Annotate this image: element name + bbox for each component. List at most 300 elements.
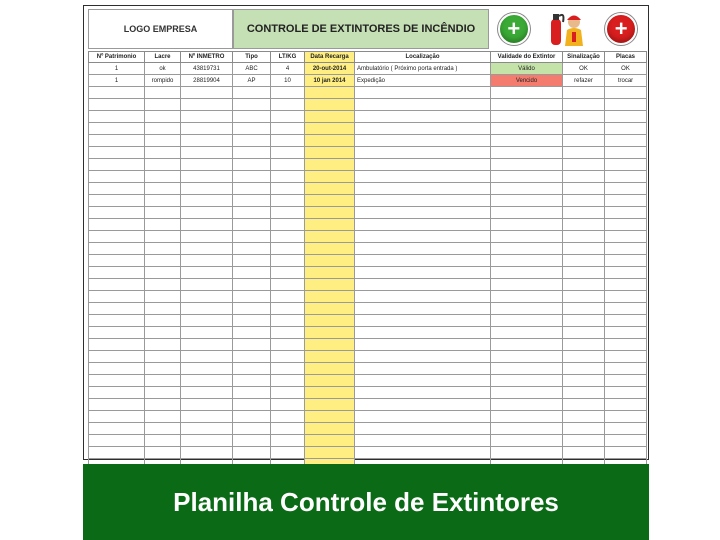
empty-cell[interactable] [181, 315, 233, 327]
empty-cell[interactable] [145, 267, 181, 279]
empty-cell[interactable] [89, 375, 145, 387]
empty-cell[interactable] [305, 183, 355, 195]
column-header[interactable]: Tipo [233, 52, 271, 63]
empty-cell[interactable] [181, 423, 233, 435]
empty-cell[interactable] [89, 387, 145, 399]
empty-cell[interactable] [305, 87, 355, 99]
empty-cell[interactable] [491, 447, 563, 459]
cell-sinalizacao[interactable]: refazer [563, 75, 605, 87]
empty-cell[interactable] [271, 399, 305, 411]
column-header[interactable]: Data Recarga [305, 52, 355, 63]
empty-cell[interactable] [271, 267, 305, 279]
empty-cell[interactable] [605, 111, 647, 123]
empty-cell[interactable] [491, 207, 563, 219]
empty-cell[interactable] [491, 171, 563, 183]
empty-cell[interactable] [563, 207, 605, 219]
cell-placas[interactable]: OK [605, 63, 647, 75]
empty-cell[interactable] [491, 339, 563, 351]
empty-cell[interactable] [563, 147, 605, 159]
empty-cell[interactable] [89, 147, 145, 159]
empty-cell[interactable] [305, 339, 355, 351]
empty-cell[interactable] [89, 255, 145, 267]
empty-cell[interactable] [233, 291, 271, 303]
empty-cell[interactable] [305, 135, 355, 147]
empty-cell[interactable] [145, 387, 181, 399]
empty-cell[interactable] [563, 303, 605, 315]
empty-cell[interactable] [605, 363, 647, 375]
empty-cell[interactable] [89, 219, 145, 231]
cell-data-recarga[interactable]: 10 jan 2014 [305, 75, 355, 87]
empty-cell[interactable] [491, 111, 563, 123]
empty-cell[interactable] [563, 243, 605, 255]
empty-cell[interactable] [563, 159, 605, 171]
empty-cell[interactable] [491, 99, 563, 111]
empty-cell[interactable] [89, 399, 145, 411]
empty-cell[interactable] [491, 159, 563, 171]
empty-cell[interactable] [89, 135, 145, 147]
empty-cell[interactable] [355, 255, 491, 267]
empty-cell[interactable] [605, 399, 647, 411]
empty-cell[interactable] [145, 99, 181, 111]
empty-cell[interactable] [305, 255, 355, 267]
empty-cell[interactable] [181, 339, 233, 351]
empty-cell[interactable] [271, 291, 305, 303]
empty-cell[interactable] [491, 183, 563, 195]
empty-cell[interactable] [145, 231, 181, 243]
empty-cell[interactable] [233, 171, 271, 183]
empty-cell[interactable] [305, 195, 355, 207]
empty-cell[interactable] [271, 387, 305, 399]
empty-cell[interactable] [181, 327, 233, 339]
empty-cell[interactable] [605, 231, 647, 243]
empty-cell[interactable] [491, 303, 563, 315]
empty-cell[interactable] [491, 411, 563, 423]
empty-cell[interactable] [89, 351, 145, 363]
empty-cell[interactable] [145, 147, 181, 159]
empty-cell[interactable] [271, 303, 305, 315]
empty-cell[interactable] [563, 87, 605, 99]
empty-cell[interactable] [271, 147, 305, 159]
empty-cell[interactable] [491, 231, 563, 243]
empty-cell[interactable] [305, 363, 355, 375]
empty-cell[interactable] [233, 183, 271, 195]
empty-cell[interactable] [355, 423, 491, 435]
empty-cell[interactable] [305, 327, 355, 339]
cell-data-recarga[interactable]: 20-out-2014 [305, 63, 355, 75]
empty-cell[interactable] [89, 231, 145, 243]
empty-cell[interactable] [491, 363, 563, 375]
empty-cell[interactable] [605, 135, 647, 147]
empty-cell[interactable] [271, 159, 305, 171]
empty-cell[interactable] [89, 423, 145, 435]
empty-cell[interactable] [145, 135, 181, 147]
column-header[interactable]: Validade do Extintor [491, 52, 563, 63]
empty-cell[interactable] [271, 411, 305, 423]
empty-cell[interactable] [233, 303, 271, 315]
empty-cell[interactable] [89, 435, 145, 447]
empty-cell[interactable] [355, 231, 491, 243]
empty-cell[interactable] [305, 171, 355, 183]
empty-cell[interactable] [145, 339, 181, 351]
empty-cell[interactable] [605, 123, 647, 135]
empty-cell[interactable] [355, 243, 491, 255]
empty-cell[interactable] [271, 363, 305, 375]
empty-cell[interactable] [271, 435, 305, 447]
empty-cell[interactable] [563, 231, 605, 243]
empty-cell[interactable] [491, 291, 563, 303]
empty-cell[interactable] [145, 219, 181, 231]
empty-cell[interactable] [355, 219, 491, 231]
empty-cell[interactable] [233, 279, 271, 291]
empty-cell[interactable] [605, 99, 647, 111]
empty-cell[interactable] [491, 327, 563, 339]
empty-cell[interactable] [605, 219, 647, 231]
empty-cell[interactable] [605, 87, 647, 99]
empty-cell[interactable] [563, 363, 605, 375]
empty-cell[interactable] [271, 315, 305, 327]
empty-cell[interactable] [491, 435, 563, 447]
empty-cell[interactable] [233, 87, 271, 99]
empty-cell[interactable] [305, 447, 355, 459]
empty-cell[interactable] [491, 423, 563, 435]
empty-cell[interactable] [563, 423, 605, 435]
empty-cell[interactable] [563, 195, 605, 207]
empty-cell[interactable] [181, 231, 233, 243]
empty-cell[interactable] [145, 195, 181, 207]
empty-cell[interactable] [491, 279, 563, 291]
empty-cell[interactable] [89, 195, 145, 207]
empty-cell[interactable] [355, 363, 491, 375]
empty-cell[interactable] [305, 123, 355, 135]
empty-cell[interactable] [181, 291, 233, 303]
empty-cell[interactable] [605, 351, 647, 363]
empty-cell[interactable] [563, 315, 605, 327]
empty-cell[interactable] [355, 327, 491, 339]
empty-cell[interactable] [305, 387, 355, 399]
empty-cell[interactable] [491, 123, 563, 135]
empty-cell[interactable] [145, 303, 181, 315]
empty-cell[interactable] [563, 279, 605, 291]
empty-cell[interactable] [181, 255, 233, 267]
empty-cell[interactable] [355, 279, 491, 291]
empty-cell[interactable] [271, 183, 305, 195]
empty-cell[interactable] [181, 183, 233, 195]
cell-patrimonio[interactable]: 1 [89, 75, 145, 87]
empty-cell[interactable] [89, 267, 145, 279]
empty-cell[interactable] [355, 411, 491, 423]
empty-cell[interactable] [355, 399, 491, 411]
empty-cell[interactable] [145, 291, 181, 303]
empty-cell[interactable] [233, 411, 271, 423]
empty-cell[interactable] [181, 219, 233, 231]
column-header[interactable]: Sinalização [563, 52, 605, 63]
empty-cell[interactable] [605, 291, 647, 303]
empty-cell[interactable] [145, 327, 181, 339]
empty-cell[interactable] [563, 399, 605, 411]
empty-cell[interactable] [271, 423, 305, 435]
empty-cell[interactable] [605, 183, 647, 195]
empty-cell[interactable] [89, 171, 145, 183]
empty-cell[interactable] [491, 351, 563, 363]
empty-cell[interactable] [145, 435, 181, 447]
empty-cell[interactable] [89, 159, 145, 171]
column-header[interactable]: Lacre [145, 52, 181, 63]
empty-cell[interactable] [233, 243, 271, 255]
empty-cell[interactable] [145, 207, 181, 219]
empty-cell[interactable] [271, 123, 305, 135]
empty-cell[interactable] [89, 87, 145, 99]
empty-cell[interactable] [563, 171, 605, 183]
empty-cell[interactable] [271, 279, 305, 291]
empty-cell[interactable] [271, 231, 305, 243]
empty-cell[interactable] [145, 363, 181, 375]
empty-cell[interactable] [605, 303, 647, 315]
empty-cell[interactable] [355, 87, 491, 99]
empty-cell[interactable] [181, 351, 233, 363]
empty-cell[interactable] [563, 351, 605, 363]
empty-cell[interactable] [89, 243, 145, 255]
empty-cell[interactable] [355, 387, 491, 399]
empty-cell[interactable] [181, 363, 233, 375]
empty-cell[interactable] [605, 171, 647, 183]
empty-cell[interactable] [305, 99, 355, 111]
empty-cell[interactable] [305, 291, 355, 303]
empty-cell[interactable] [89, 291, 145, 303]
empty-cell[interactable] [305, 111, 355, 123]
empty-cell[interactable] [305, 267, 355, 279]
empty-cell[interactable] [355, 183, 491, 195]
cell-validade[interactable]: Válido [491, 63, 563, 75]
empty-cell[interactable] [355, 99, 491, 111]
empty-cell[interactable] [89, 123, 145, 135]
cell-inmetro[interactable]: 43819731 [181, 63, 233, 75]
empty-cell[interactable] [89, 315, 145, 327]
empty-cell[interactable] [181, 411, 233, 423]
empty-cell[interactable] [271, 171, 305, 183]
empty-cell[interactable] [563, 387, 605, 399]
empty-cell[interactable] [491, 375, 563, 387]
empty-cell[interactable] [605, 255, 647, 267]
empty-cell[interactable] [181, 171, 233, 183]
empty-cell[interactable] [563, 327, 605, 339]
cell-placas[interactable]: trocar [605, 75, 647, 87]
empty-cell[interactable] [89, 447, 145, 459]
empty-cell[interactable] [233, 123, 271, 135]
empty-cell[interactable] [605, 327, 647, 339]
empty-cell[interactable] [181, 99, 233, 111]
empty-cell[interactable] [233, 159, 271, 171]
empty-cell[interactable] [563, 135, 605, 147]
empty-cell[interactable] [89, 111, 145, 123]
column-header[interactable]: Placas [605, 52, 647, 63]
empty-cell[interactable] [605, 159, 647, 171]
empty-cell[interactable] [491, 195, 563, 207]
empty-cell[interactable] [355, 447, 491, 459]
empty-cell[interactable] [271, 447, 305, 459]
empty-cell[interactable] [305, 435, 355, 447]
empty-cell[interactable] [563, 99, 605, 111]
empty-cell[interactable] [491, 243, 563, 255]
empty-cell[interactable] [563, 183, 605, 195]
empty-cell[interactable] [181, 207, 233, 219]
empty-cell[interactable] [145, 279, 181, 291]
empty-cell[interactable] [355, 339, 491, 351]
empty-cell[interactable] [491, 255, 563, 267]
empty-cell[interactable] [605, 195, 647, 207]
empty-cell[interactable] [491, 267, 563, 279]
empty-cell[interactable] [145, 171, 181, 183]
empty-cell[interactable] [305, 423, 355, 435]
empty-cell[interactable] [181, 447, 233, 459]
empty-cell[interactable] [181, 135, 233, 147]
empty-cell[interactable] [305, 315, 355, 327]
empty-cell[interactable] [491, 135, 563, 147]
empty-cell[interactable] [233, 111, 271, 123]
cell-tipo[interactable]: ABC [233, 63, 271, 75]
empty-cell[interactable] [181, 195, 233, 207]
empty-cell[interactable] [305, 399, 355, 411]
empty-cell[interactable] [89, 99, 145, 111]
column-header[interactable]: Localização [355, 52, 491, 63]
empty-cell[interactable] [89, 279, 145, 291]
empty-cell[interactable] [305, 207, 355, 219]
empty-cell[interactable] [181, 111, 233, 123]
empty-cell[interactable] [605, 423, 647, 435]
empty-cell[interactable] [145, 183, 181, 195]
cell-sinalizacao[interactable]: OK [563, 63, 605, 75]
empty-cell[interactable] [305, 303, 355, 315]
empty-cell[interactable] [271, 375, 305, 387]
empty-cell[interactable] [181, 303, 233, 315]
empty-cell[interactable] [181, 243, 233, 255]
empty-cell[interactable] [491, 219, 563, 231]
empty-cell[interactable] [233, 375, 271, 387]
cell-validade[interactable]: Vencido [491, 75, 563, 87]
empty-cell[interactable] [89, 363, 145, 375]
empty-cell[interactable] [145, 159, 181, 171]
empty-cell[interactable] [181, 279, 233, 291]
empty-cell[interactable] [89, 303, 145, 315]
empty-cell[interactable] [605, 147, 647, 159]
empty-cell[interactable] [271, 351, 305, 363]
cell-tipo[interactable]: AP [233, 75, 271, 87]
empty-cell[interactable] [233, 255, 271, 267]
empty-cell[interactable] [563, 219, 605, 231]
empty-cell[interactable] [181, 123, 233, 135]
empty-cell[interactable] [181, 267, 233, 279]
empty-cell[interactable] [605, 315, 647, 327]
empty-cell[interactable] [563, 291, 605, 303]
empty-cell[interactable] [89, 183, 145, 195]
empty-cell[interactable] [271, 87, 305, 99]
empty-cell[interactable] [233, 339, 271, 351]
empty-cell[interactable] [355, 171, 491, 183]
empty-cell[interactable] [491, 387, 563, 399]
empty-cell[interactable] [355, 111, 491, 123]
empty-cell[interactable] [563, 267, 605, 279]
empty-cell[interactable] [355, 195, 491, 207]
empty-cell[interactable] [145, 123, 181, 135]
empty-cell[interactable] [89, 339, 145, 351]
column-header[interactable]: Nº INMETRO [181, 52, 233, 63]
empty-cell[interactable] [233, 447, 271, 459]
empty-cell[interactable] [605, 267, 647, 279]
empty-cell[interactable] [563, 411, 605, 423]
empty-cell[interactable] [271, 135, 305, 147]
empty-cell[interactable] [233, 135, 271, 147]
empty-cell[interactable] [271, 195, 305, 207]
empty-cell[interactable] [271, 219, 305, 231]
column-header[interactable]: LT/KG [271, 52, 305, 63]
empty-cell[interactable] [145, 87, 181, 99]
empty-cell[interactable] [605, 207, 647, 219]
empty-cell[interactable] [563, 435, 605, 447]
empty-cell[interactable] [89, 411, 145, 423]
empty-cell[interactable] [89, 327, 145, 339]
empty-cell[interactable] [491, 87, 563, 99]
cell-inmetro[interactable]: 28819904 [181, 75, 233, 87]
empty-cell[interactable] [305, 159, 355, 171]
empty-cell[interactable] [355, 207, 491, 219]
empty-cell[interactable] [355, 159, 491, 171]
empty-cell[interactable] [181, 159, 233, 171]
empty-cell[interactable] [145, 411, 181, 423]
empty-cell[interactable] [233, 435, 271, 447]
empty-cell[interactable] [271, 327, 305, 339]
empty-cell[interactable] [305, 219, 355, 231]
empty-cell[interactable] [563, 339, 605, 351]
empty-cell[interactable] [563, 123, 605, 135]
empty-cell[interactable] [355, 123, 491, 135]
empty-cell[interactable] [181, 87, 233, 99]
empty-cell[interactable] [605, 435, 647, 447]
empty-cell[interactable] [145, 375, 181, 387]
empty-cell[interactable] [305, 231, 355, 243]
empty-cell[interactable] [355, 267, 491, 279]
empty-cell[interactable] [305, 279, 355, 291]
empty-cell[interactable] [233, 423, 271, 435]
empty-cell[interactable] [355, 303, 491, 315]
cell-patrimonio[interactable]: 1 [89, 63, 145, 75]
cell-localizacao[interactable]: Expedição [355, 75, 491, 87]
empty-cell[interactable] [233, 267, 271, 279]
empty-cell[interactable] [563, 447, 605, 459]
empty-cell[interactable] [145, 423, 181, 435]
empty-cell[interactable] [305, 351, 355, 363]
empty-cell[interactable] [233, 387, 271, 399]
empty-cell[interactable] [605, 411, 647, 423]
remove-icon[interactable]: + [605, 13, 637, 45]
empty-cell[interactable] [563, 375, 605, 387]
cell-localizacao[interactable]: Ambulatório ( Próximo porta entrada ) [355, 63, 491, 75]
empty-cell[interactable] [355, 147, 491, 159]
empty-cell[interactable] [355, 375, 491, 387]
empty-cell[interactable] [305, 375, 355, 387]
empty-cell[interactable] [181, 435, 233, 447]
empty-cell[interactable] [145, 111, 181, 123]
cell-ltkg[interactable]: 4 [271, 63, 305, 75]
empty-cell[interactable] [605, 447, 647, 459]
empty-cell[interactable] [89, 207, 145, 219]
add-icon[interactable]: + [498, 13, 530, 45]
empty-cell[interactable] [355, 135, 491, 147]
empty-cell[interactable] [305, 243, 355, 255]
empty-cell[interactable] [271, 207, 305, 219]
empty-cell[interactable] [605, 339, 647, 351]
empty-cell[interactable] [563, 255, 605, 267]
empty-cell[interactable] [145, 315, 181, 327]
empty-cell[interactable] [491, 399, 563, 411]
